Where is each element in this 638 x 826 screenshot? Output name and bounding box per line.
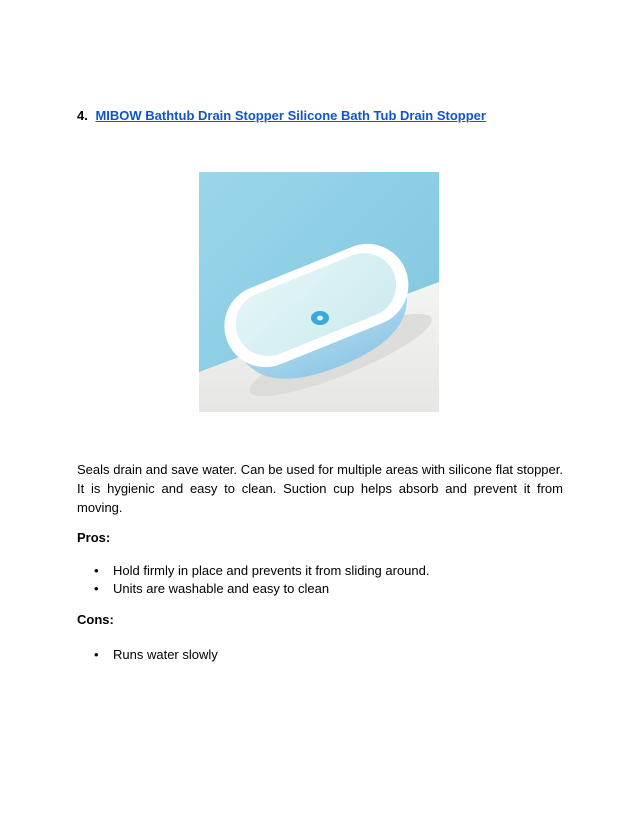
drain-stopper-icon (311, 311, 329, 325)
product-number: 4. (77, 108, 88, 123)
cons-list (77, 646, 218, 664)
list-item (77, 562, 429, 580)
list-item (77, 646, 218, 664)
bullet-icon: • (94, 581, 99, 596)
pros-label: Pros: (77, 530, 111, 545)
pros-list (77, 562, 429, 598)
list-item-text: Hold firmly in place and prevents it from sliding around. (113, 563, 430, 578)
product-photo (199, 172, 439, 412)
cons-label: Cons: (77, 612, 114, 627)
product-description: Seals drain and save water. Can be used for multiple areas with silicone flat stopper. It is hygienic and easy to clean. Suction cup helps absorb and prevent it from moving. (77, 462, 563, 515)
product-title-link[interactable]: MIBOW Bathtub Drain Stopper Silicone Bath Tub Drain Stopper (95, 108, 486, 123)
list-item-text: Units are washable and easy to clean (113, 581, 330, 596)
product-heading (77, 108, 486, 123)
bullet-icon: • (94, 563, 99, 578)
bullet-icon: • (94, 647, 99, 662)
list-item-text: Runs water slowly (113, 647, 218, 662)
list-item (77, 580, 429, 598)
